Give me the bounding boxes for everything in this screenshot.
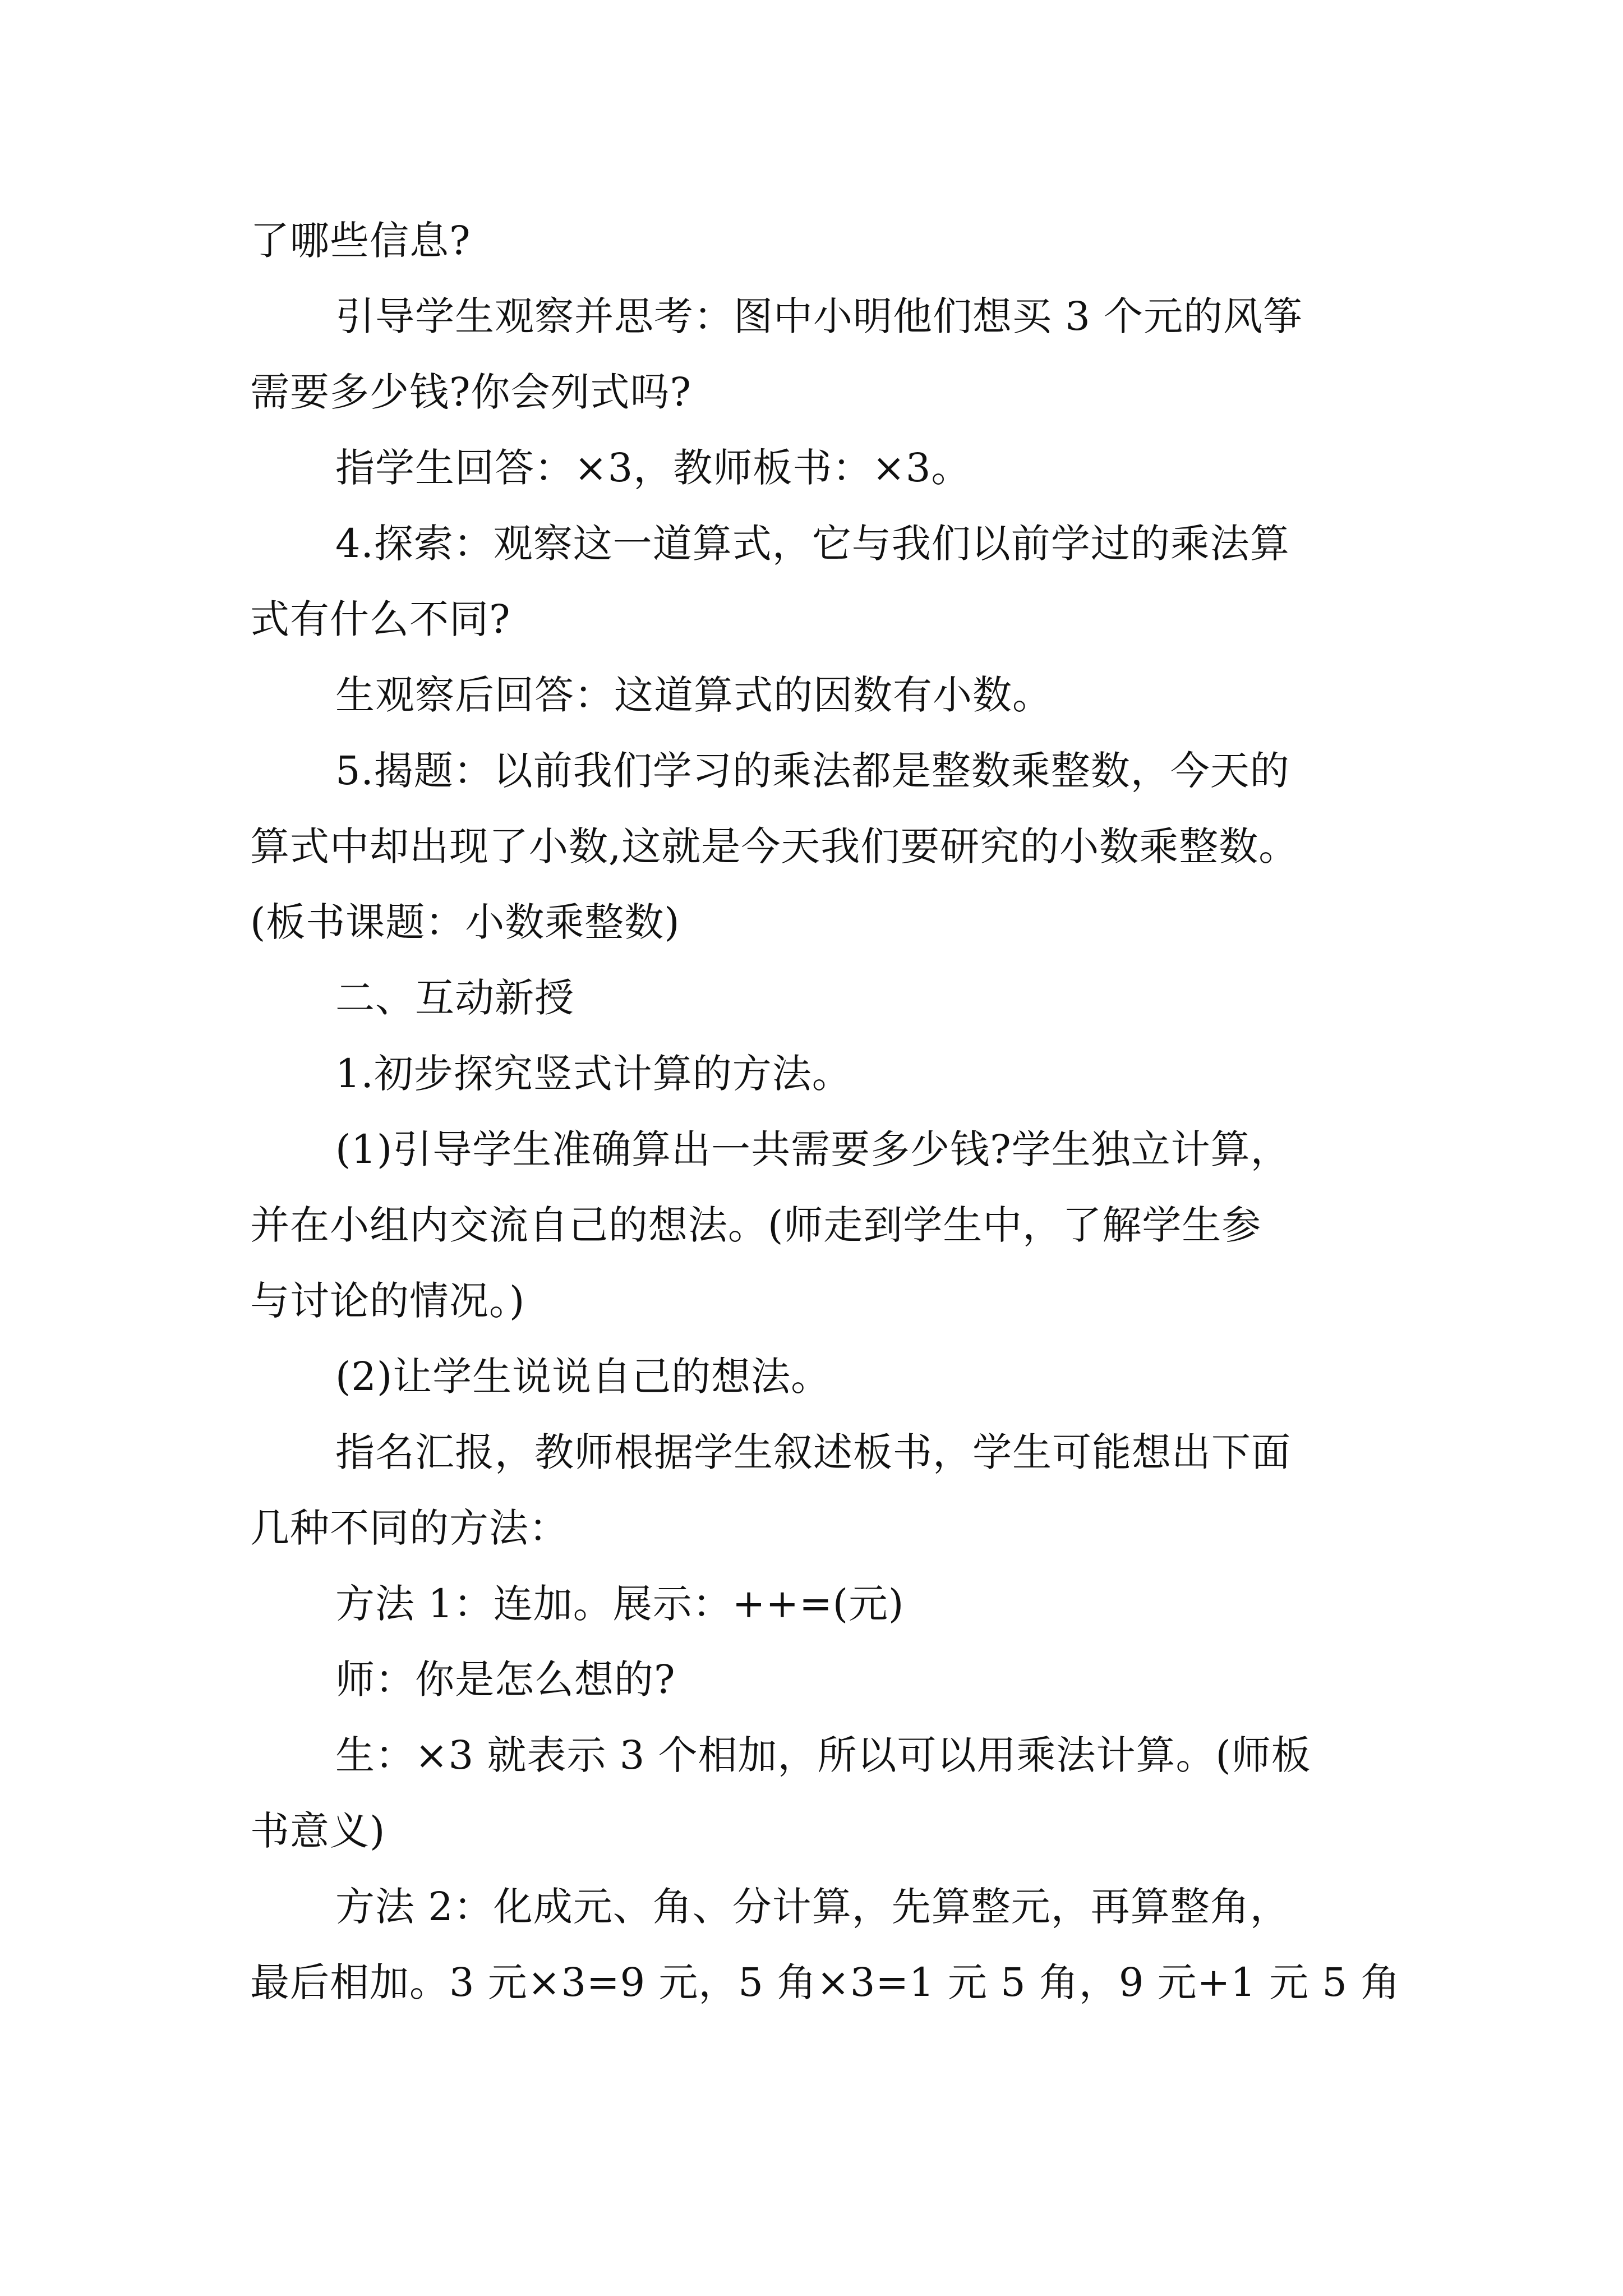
text-line: 生观察后回答：这道算式的因数有小数。	[335, 672, 1052, 718]
text-line: 生：×3 就表示 3 个相加，所以可以用乘法计算。(师板	[335, 1732, 1311, 1778]
text-line: (2)让学生说说自己的想法。	[335, 1354, 831, 1400]
text-line: 方法 1：连加。展示：++=(元)	[335, 1581, 905, 1627]
text-line: 算式中却出现了小数,这就是今天我们要研究的小数乘整数。	[250, 823, 1299, 869]
text-line: (板书课题：小数乘整数)	[250, 899, 680, 945]
text-line: 书意义)	[250, 1808, 386, 1854]
text-line: 需要多少钱?你会列式吗?	[250, 369, 692, 415]
document-body	[250, 203, 1401, 2021]
text-line: 1.初步探究竖式计算的方法。	[335, 1051, 852, 1097]
text-line: 最后相加。3 元×3=9 元，5 角×3=1 元 5 角，9 元+1 元 5 角	[250, 1959, 1401, 2005]
text-line: 5.揭题：以前我们学习的乘法都是整数乘整数，今天的	[335, 748, 1290, 794]
text-line: 方法 2：化成元、角、分计算，先算整元，再算整角，	[335, 1884, 1290, 1930]
text-line: (1)引导学生准确算出一共需要多少钱?学生独立计算，	[335, 1126, 1290, 1172]
text-line: 几种不同的方法：	[250, 1505, 569, 1551]
section-heading: 二、互动新授	[335, 975, 574, 1021]
text-line: 指名汇报，教师根据学生叙述板书，学生可能想出下面	[335, 1429, 1291, 1475]
text-line: 师：你是怎么想的?	[335, 1657, 676, 1703]
text-line: 式有什么不同?	[250, 596, 511, 642]
text-line: 并在小组内交流自己的想法。(师走到学生中，了解学生参	[250, 1202, 1262, 1248]
text-line: 与讨论的情况。)	[250, 1278, 525, 1324]
text-line: 了哪些信息?	[250, 218, 471, 264]
text-line: 引导学生观察并思考：图中小明他们想买 3 个元的风筝	[335, 293, 1303, 339]
text-line: 指学生回答：×3，教师板书：×3。	[335, 445, 971, 491]
text-line: 4.探索：观察这一道算式，它与我们以前学过的乘法算	[335, 521, 1290, 567]
